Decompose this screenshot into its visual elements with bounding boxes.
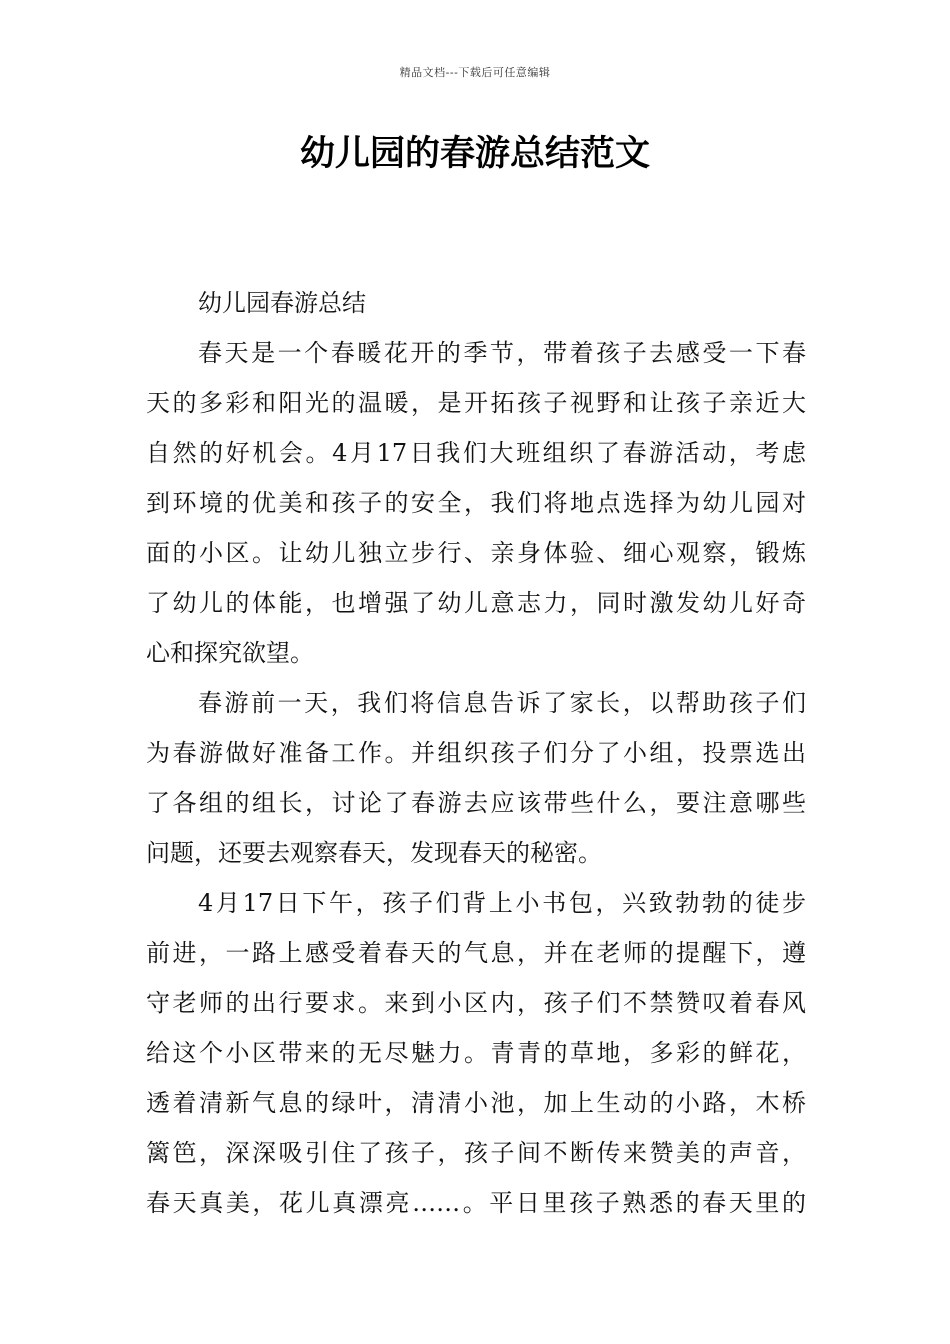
paragraph-line: 春天真美，花儿真漂亮……。平日里孩子熟悉的春天里的 <box>146 1189 806 1217</box>
document-title: 幼儿园的春游总结范文 <box>299 134 650 174</box>
header-note: 精品文档---下载后可任意编辑 <box>399 66 551 79</box>
paragraph-line: 到环境的优美和孩子的安全，我们将地点选择为幼儿园对 <box>146 489 806 517</box>
paragraph-line: 问题，还要去观察春天，发现春天的秘密。 <box>146 839 602 867</box>
paragraph-line: 守老师的出行要求。来到小区内，孩子们不禁赞叹着春风 <box>146 989 806 1017</box>
paragraph-line: 了各组的组长，讨论了春游去应该带些什么，要注意哪些 <box>146 789 806 817</box>
paragraph-line: 春游前一天，我们将信息告诉了家长，以帮助孩子们 <box>198 689 806 717</box>
paragraph-line: 心和探究欲望。 <box>146 639 314 667</box>
paragraph-line: 前进，一路上感受着春天的气息，并在老师的提醒下，遵 <box>146 939 806 967</box>
paragraph-line: 了幼儿的体能，也增强了幼儿意志力，同时激发幼儿好奇 <box>146 589 806 617</box>
paragraph-line: 透着清新气息的绿叶，清清小池，加上生动的小路，木桥 <box>146 1089 806 1117</box>
paragraph-line: 春天是一个春暖花开的季节，带着孩子去感受一下春 <box>198 339 806 367</box>
paragraph-line: 为春游做好准备工作。并组织孩子们分了小组，投票选出 <box>146 739 806 767</box>
paragraph-line: 篱笆，深深吸引住了孩子，孩子间不断传来赞美的声音， <box>146 1139 806 1167</box>
section-heading: 幼儿园春游总结 <box>198 289 366 317</box>
paragraph-line: 给这个小区带来的无尽魅力。青青的草地，多彩的鲜花， <box>146 1039 806 1067</box>
document-body <box>146 278 806 1228</box>
paragraph-line: 面的小区。让幼儿独立步行、亲身体验、细心观察，锻炼 <box>146 539 806 567</box>
paragraph-line: 4月17日下午，孩子们背上小书包，兴致勃勃的徒步 <box>198 889 806 917</box>
paragraph-line: 天的多彩和阳光的温暖，是开拓孩子视野和让孩子亲近大 <box>146 389 806 417</box>
paragraph-line: 自然的好机会。4月17日我们大班组织了春游活动，考虑 <box>146 439 806 467</box>
